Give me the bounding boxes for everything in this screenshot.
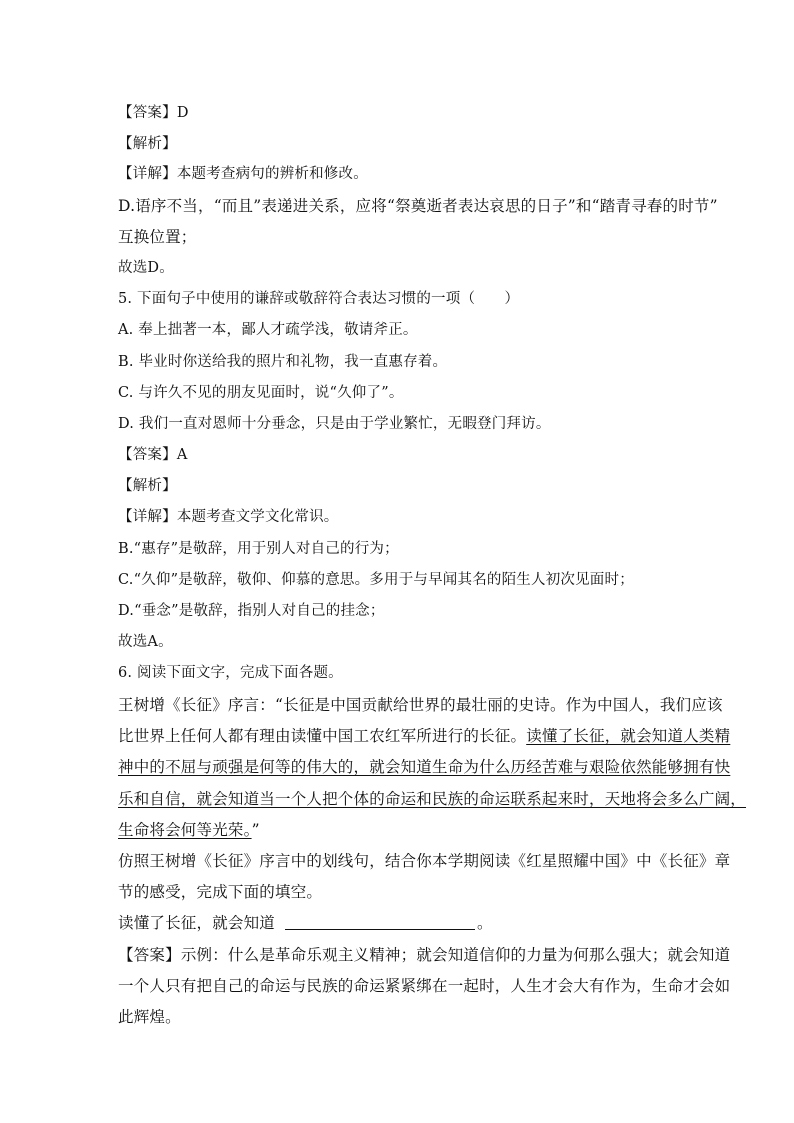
q5-stem: 5. 下面句子中使用的谦辞或敬辞符合表达习惯的一项（ ） <box>118 291 520 307</box>
q6-task-line-1: 仿照王树增《长征》序言中的划线句，结合你本学期阅读《红星照耀中国》中《长征》章 <box>118 852 731 870</box>
q6-passage-line-2 <box>118 726 730 746</box>
q6-passage-line-5 <box>118 820 260 840</box>
q6-fill-blank-line <box>118 913 493 933</box>
answer-tag: 【答案】 <box>118 946 181 964</box>
q5-explain-c: C.“久仰”是敬辞，敬仰、仰慕的意思。多用于与早闻其名的陌生人初次见面时； <box>118 572 634 588</box>
fill-blank <box>285 914 475 930</box>
q4-explain-2: 互换位置； <box>118 228 197 246</box>
fill-suffix: 。 <box>477 914 493 932</box>
q6-passage-line-3: 神中的不屈与顽强是何等的伟大的，就会知道生命为什么历经苦难与艰险依然能够拥有快 <box>118 758 731 776</box>
passage-plain: 比世界上任何人都有理由读懂中国工农红军所进行的长征。 <box>118 727 527 745</box>
q4-detail <box>118 164 368 184</box>
answer-tag: 【答案】 <box>118 447 177 463</box>
q6-passage-line-1: 王树增《长征》序言：“长征是中国贡献给世界的最壮丽的史诗。作为中国人，我们应该 <box>118 696 723 714</box>
q5-answer <box>118 445 187 465</box>
q5-explain-b: B.“惠存”是敬辞，用于别人对自己的行为； <box>118 541 399 557</box>
q6-answer-line-2: 一个人只有把自己的命运与民族的命运紧紧绑在一起时，人生才会大有作为，生命才会如 <box>118 977 731 995</box>
q6-task-line-2: 节的感受，完成下面的填空。 <box>118 883 323 901</box>
q6-answer-line-1 <box>118 945 730 965</box>
q5-detail <box>118 507 339 527</box>
q4-explain-1: D.语序不当，“而且”表递进关系，应将“祭奠逝者表达哀思的日子”和“踏青寻春的时节” <box>118 197 718 215</box>
underlined-sentence: 读懂了长征，就会知道人类精 <box>526 727 731 745</box>
q6-passage-line-4: 乐和自信，就会知道当一个人把个体的命运和民族的命运联系起来时，天地将会多么广阔， <box>118 790 747 808</box>
q5-option-b: B. 毕业时你送给我的照片和礼物，我一直惠存着。 <box>118 354 448 370</box>
q5-conclusion: 故选A。 <box>118 634 173 650</box>
closing-quote: ” <box>251 821 260 839</box>
q6-answer-line-3: 此辉煌。 <box>118 1008 181 1026</box>
detail-tag: 【详解】 <box>118 509 177 525</box>
detail-text: 本题考查病句的辨析和修改。 <box>176 166 368 182</box>
q4-analysis-tag: 【解析】 <box>118 136 177 152</box>
q5-analysis-tag: 【解析】 <box>118 478 177 494</box>
answer-text: 示例：什么是革命乐观主义精神；就会知道信仰的力量为何那么强大；就会知道 <box>180 946 731 964</box>
detail-text: 本题考查文学文化常识。 <box>176 509 339 525</box>
q5-option-a: A. 奉上拙著一本，鄙人才疏学浅，敬请斧正。 <box>118 322 418 338</box>
q4-answer <box>118 103 189 123</box>
detail-tag: 【详解】 <box>118 166 177 182</box>
q5-explain-d: D.“垂念”是敬辞，指别人对自己的挂念； <box>118 603 385 619</box>
answer-tag: 【答案】 <box>118 105 177 121</box>
underlined-sentence-end: 生命将会何等光荣。 <box>118 821 252 839</box>
q5-option-d: D. 我们一直对恩师十分垂念，只是由于学业繁忙，无暇登门拜访。 <box>118 416 551 432</box>
answer-value: A <box>176 447 188 463</box>
fill-prefix: 读懂了长征，就会知道 <box>118 914 276 932</box>
answer-value: D <box>176 105 189 121</box>
q6-stem: 6. 阅读下面文字，完成下面各题。 <box>118 665 343 681</box>
q4-conclusion: 故选D。 <box>118 260 174 276</box>
q5-option-c: C. 与许久不见的朋友见面时，说“久仰了”。 <box>118 385 404 401</box>
